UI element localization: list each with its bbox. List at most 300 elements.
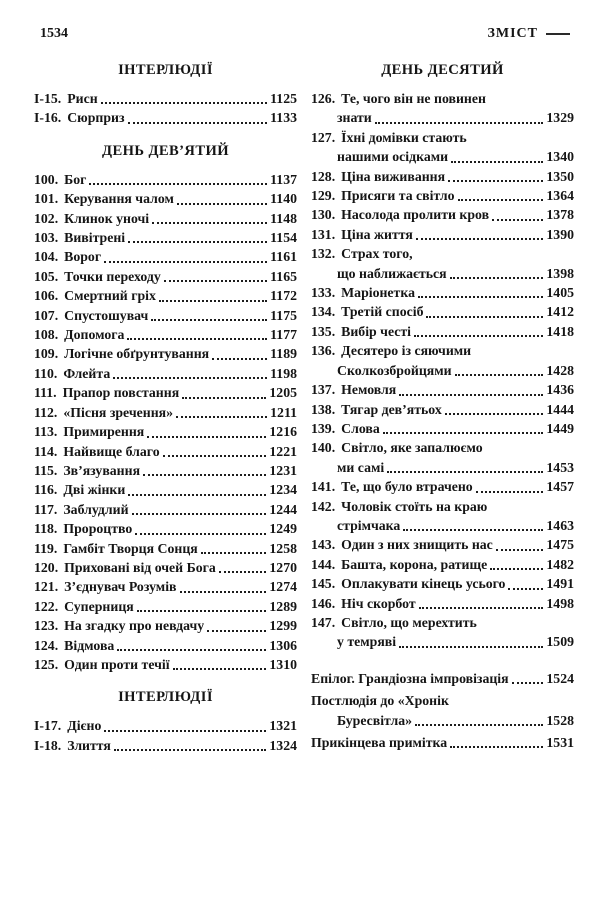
dot-leader [176, 416, 267, 418]
toc-entry [311, 669, 574, 688]
entry-title: Найвище благо [63, 443, 160, 459]
toc-entry [34, 209, 297, 228]
toc-entry-line [311, 400, 574, 419]
entry-title: Буресвітла» [337, 712, 413, 728]
entry-title: Приховані від очей Бога [64, 559, 216, 575]
toc-entry [34, 736, 297, 755]
toc-entry [34, 558, 297, 577]
toc-entry [311, 302, 574, 321]
dot-leader [383, 432, 544, 434]
entry-title: Точки переходу [64, 268, 161, 284]
entry-page: 1463 [546, 517, 574, 533]
entry-page: 1133 [270, 110, 297, 126]
toc-entry-line [34, 716, 297, 735]
toc-entry-line [311, 691, 574, 710]
entry-number: 110. [34, 365, 58, 381]
toc-entry-line [311, 516, 574, 535]
running-title-text: ЗМІСТ [487, 26, 538, 41]
dot-leader [450, 277, 544, 279]
section-heading: ІНТЕРЛЮДІЇ [118, 689, 213, 706]
toc-entry-line [34, 286, 297, 305]
header-rule [546, 33, 570, 35]
toc-entry [34, 403, 297, 422]
entry-page: 1340 [546, 149, 574, 165]
entry-title: Гамбіт Творця Сонця [63, 540, 198, 556]
entry-page: 1418 [546, 323, 574, 339]
entry-page: 1299 [269, 618, 297, 634]
entry-number: 121. [34, 579, 59, 595]
entry-title: Башта, корона, ратище [341, 556, 488, 572]
toc-columns [34, 62, 574, 755]
entry-number: 146. [311, 595, 336, 611]
entry-number: 126. [311, 91, 336, 106]
toc-block [311, 62, 574, 652]
toc-entry-line [34, 480, 297, 499]
toc-entry [311, 535, 574, 554]
toc-entry-line [311, 535, 574, 554]
entry-number: 122. [34, 598, 59, 614]
entry-title: Насолода пролити кров [341, 207, 490, 223]
toc-entry-line [311, 438, 574, 457]
toc-entry [311, 613, 574, 652]
entry-title: Ціна життя [341, 226, 413, 242]
dot-leader [151, 319, 267, 321]
entry-title: Дієно [67, 718, 102, 734]
entry-title: Оплакувати кінець усього [341, 576, 506, 592]
entry-page: 1165 [270, 268, 297, 284]
entry-page: 1211 [270, 404, 297, 420]
toc-entry [311, 322, 574, 341]
entry-number: 136. [311, 343, 336, 359]
toc-entry [34, 247, 297, 266]
entry-page: 1378 [546, 207, 574, 223]
toc-entry-line [311, 128, 574, 147]
dot-leader [113, 377, 267, 379]
toc-block [34, 689, 297, 755]
toc-block [34, 62, 297, 128]
entry-page: 1216 [269, 424, 297, 440]
entry-title: Те, чого він не повинен [341, 91, 486, 106]
dot-leader [418, 296, 543, 298]
toc-entry [34, 461, 297, 480]
entry-page: 1175 [270, 307, 297, 323]
toc-entry-line [34, 597, 297, 616]
toc-block [311, 669, 574, 753]
entry-title: Вивітрені [64, 230, 126, 246]
dot-leader [135, 533, 266, 535]
dot-leader [512, 682, 544, 684]
entry-number: 131. [311, 226, 336, 242]
toc-entry [34, 716, 297, 735]
dot-leader [414, 335, 543, 337]
toc-entry [311, 497, 574, 536]
entry-title: стрімчака [337, 517, 401, 533]
dot-leader [492, 219, 543, 221]
entry-page: 1244 [269, 501, 297, 517]
dot-leader [132, 513, 267, 515]
dot-leader [490, 568, 543, 570]
dot-leader [143, 474, 266, 476]
toc-entry-line [34, 325, 297, 344]
entry-number: 128. [311, 168, 336, 184]
entry-number: 103. [34, 230, 59, 246]
entry-page: 1436 [546, 382, 574, 398]
toc-entry-line [34, 306, 297, 325]
dot-leader [89, 183, 267, 185]
entry-page: 1390 [546, 226, 574, 242]
toc-entry-line [311, 458, 574, 477]
entry-page: 1306 [269, 637, 297, 653]
entry-number: 137. [311, 382, 336, 398]
toc-entry [34, 422, 297, 441]
entry-title: Немовля [341, 382, 397, 398]
entry-number: 134. [311, 304, 336, 320]
entry-title: Дві жінки [63, 482, 126, 498]
dot-leader [159, 300, 267, 302]
entry-page: 1274 [269, 579, 297, 595]
entry-title: Присяги та світло [341, 188, 455, 204]
toc-entry-line [34, 422, 297, 441]
toc-entry-line [34, 519, 297, 538]
toc-entry-line [34, 189, 297, 208]
toc-entry-line [311, 167, 574, 186]
toc-entry [311, 574, 574, 593]
entry-title: Ціна виживання [341, 168, 446, 184]
entry-title: Тягар дев’ятьох [341, 401, 442, 417]
toc-entry-line [34, 170, 297, 189]
entry-page: 1321 [269, 718, 297, 734]
entry-page: 1398 [546, 265, 574, 281]
toc-entry-line [34, 383, 297, 402]
dot-leader [219, 571, 267, 573]
entry-title: знати [337, 110, 372, 126]
entry-number: 144. [311, 556, 336, 572]
toc-entry [34, 306, 297, 325]
toc-entry [311, 594, 574, 613]
entry-page: 1154 [270, 230, 297, 246]
toc-block [34, 143, 297, 675]
toc-entry [311, 733, 574, 752]
dot-leader [177, 203, 267, 205]
toc-entry [311, 477, 574, 496]
dot-leader [455, 374, 544, 376]
entry-title: Сколкозбройцями [337, 362, 452, 378]
toc-entry-line [34, 364, 297, 383]
entry-number: І-17. [34, 718, 62, 734]
entry-title: На згадку про невдачу [64, 618, 205, 634]
entry-page: 1457 [546, 479, 574, 495]
toc-entry [34, 108, 297, 127]
entry-number: 129. [311, 188, 336, 204]
entry-page: 1324 [269, 737, 297, 753]
running-title [488, 26, 571, 42]
entry-page: 1453 [546, 459, 574, 475]
dot-leader [207, 630, 266, 632]
entry-number: 108. [34, 327, 59, 343]
toc-entry-line [311, 322, 574, 341]
toc-entry [311, 341, 574, 380]
toc-entry-line [311, 302, 574, 321]
toc-entry [311, 244, 574, 283]
dot-leader [496, 549, 544, 551]
entry-page: 1482 [546, 556, 574, 572]
toc-entry [311, 438, 574, 477]
entry-number: 120. [34, 559, 59, 575]
dot-leader [476, 491, 544, 493]
dot-leader [101, 102, 267, 104]
dot-leader [403, 529, 543, 531]
entry-page: 1221 [269, 443, 297, 459]
toc-entry [311, 89, 574, 128]
toc-entry-line [311, 205, 574, 224]
toc-entry [34, 189, 297, 208]
entry-page: 1310 [269, 656, 297, 672]
entry-page: 1249 [269, 521, 297, 537]
dot-leader [164, 280, 267, 282]
entry-title: Зв’язування [63, 462, 141, 478]
dot-leader [201, 552, 267, 554]
entry-page: 1449 [546, 420, 574, 436]
entry-page: 1329 [546, 110, 574, 126]
entry-title: Епілог. Грандіозна імпровізація [311, 670, 509, 686]
entry-page: 1528 [546, 712, 574, 728]
entry-page: 1137 [270, 171, 297, 187]
entry-page: 1172 [270, 288, 297, 304]
section-heading: ІНТЕРЛЮДІЇ [118, 62, 213, 78]
entry-title: Прикінцева примітка [311, 735, 448, 750]
toc-entry [34, 325, 297, 344]
entry-number: 145. [311, 576, 336, 592]
toc-entry-line [311, 361, 574, 380]
entry-page: 1405 [546, 285, 574, 301]
entry-title: Заблудлий [63, 501, 129, 517]
toc-entry-line [34, 247, 297, 266]
toc-entry-line [311, 225, 574, 244]
dot-leader [451, 161, 543, 163]
dot-leader [375, 122, 544, 124]
section-heading: ДЕНЬ ДЕСЯТИЙ [381, 62, 504, 78]
entry-number: 107. [34, 307, 59, 323]
dot-leader [508, 588, 543, 590]
toc-entry [34, 655, 297, 674]
dot-leader [212, 358, 267, 360]
toc-entry-line [311, 264, 574, 283]
entry-number: 104. [34, 249, 59, 265]
toc-entry [34, 539, 297, 558]
toc-entry-line [34, 655, 297, 674]
toc-entry [311, 419, 574, 438]
dot-leader [127, 338, 267, 340]
toc-entry-line [34, 89, 297, 108]
entry-page: 1444 [546, 401, 574, 417]
entry-number: 114. [34, 443, 58, 459]
toc-entry-line [34, 736, 297, 755]
entry-number: 112. [34, 404, 58, 420]
toc-entry-line [311, 477, 574, 496]
dot-leader [419, 607, 544, 609]
toc-entry [311, 225, 574, 244]
entry-title: Десятеро із сяючими [341, 343, 472, 359]
entry-page: 1205 [269, 385, 297, 401]
toc-entry [34, 616, 297, 635]
toc-entry-line [311, 244, 574, 263]
entry-number: 119. [34, 540, 58, 556]
entry-number: 105. [34, 268, 59, 284]
dot-leader [104, 261, 267, 263]
entry-page: 1524 [546, 670, 574, 686]
entry-number: 123. [34, 618, 59, 634]
dot-leader [450, 746, 543, 748]
entry-page: 1509 [546, 634, 574, 650]
toc-entry [34, 519, 297, 538]
toc-entry-line [311, 594, 574, 613]
dot-leader [399, 394, 543, 396]
entry-title: що наближається [337, 265, 447, 281]
entry-number: 143. [311, 537, 336, 553]
entry-title: Ніч скорбот [341, 595, 416, 611]
toc-entry-line [34, 558, 297, 577]
entry-title: Один проти течії [64, 656, 170, 672]
entry-page: 1125 [270, 91, 297, 106]
toc-entry-line [311, 733, 574, 752]
entry-number: 130. [311, 207, 336, 223]
toc-entry-line [34, 461, 297, 480]
toc-entry-line [34, 500, 297, 519]
toc-entry-line [311, 341, 574, 360]
toc-entry [311, 167, 574, 186]
entry-title: Рисн [67, 91, 98, 106]
toc-entry-line [311, 419, 574, 438]
toc-entry-line [311, 669, 574, 688]
entry-title: Допомога [64, 327, 125, 343]
dot-leader [445, 413, 544, 415]
entry-number: 106. [34, 288, 59, 304]
entry-title: Смертний гріх [64, 288, 156, 304]
toc-entry-line [311, 497, 574, 516]
toc-entry-line [311, 380, 574, 399]
entry-number: 133. [311, 285, 336, 301]
entry-title: Третій спосіб [341, 304, 424, 320]
entry-page: 1364 [546, 188, 574, 204]
entry-title: Спустошувач [64, 307, 149, 323]
entry-title: Прапор повстання [62, 385, 180, 401]
dot-leader [147, 436, 266, 438]
dot-leader [416, 238, 544, 240]
toc-entry [34, 364, 297, 383]
entry-title: ми самі [337, 459, 385, 475]
entry-title: Бог [64, 171, 87, 187]
toc-entry [34, 383, 297, 402]
dot-leader [426, 316, 543, 318]
entry-number: 118. [34, 521, 58, 537]
entry-number: І-15. [34, 91, 62, 106]
toc-entry [311, 691, 574, 730]
entry-number: 115. [34, 462, 58, 478]
entry-page: 1428 [546, 362, 574, 378]
entry-page: 1258 [269, 540, 297, 556]
dot-leader [104, 730, 266, 732]
section-heading: ДЕНЬ ДЕВ’ЯТИЙ [102, 142, 229, 159]
entry-title: Постлюдія до «Хронік [311, 693, 449, 709]
entry-title: Слова [341, 420, 380, 436]
dot-leader [117, 649, 266, 651]
entry-title: Ворог [64, 249, 102, 265]
entry-number: І-16. [34, 110, 62, 126]
toc-entry [34, 344, 297, 363]
entry-number: 117. [34, 501, 58, 517]
entry-title: Світло, що мерехтить [341, 614, 477, 630]
dot-leader [128, 241, 267, 243]
entry-page: 1498 [546, 595, 574, 611]
entry-page: 1231 [269, 462, 297, 478]
entry-title: Суперниця [64, 598, 134, 614]
dot-leader [180, 591, 267, 593]
toc-entry-line [34, 636, 297, 655]
entry-number: І-18. [34, 737, 62, 753]
folio-number: 1534 [40, 26, 68, 41]
entry-number: 102. [34, 210, 59, 226]
entry-title: Їхні домівки стають [341, 129, 467, 145]
entry-title: Керування чалом [64, 191, 174, 207]
toc-entry-line [311, 186, 574, 205]
entry-title: З’єднувач Розумів [64, 579, 177, 595]
entry-title: Маріонетка [341, 285, 415, 301]
toc-entry-line [34, 403, 297, 422]
toc-entry-line [311, 632, 574, 651]
dot-leader [173, 668, 267, 670]
page-header [34, 26, 574, 42]
dot-leader [163, 455, 267, 457]
entry-number: 116. [34, 482, 58, 498]
entry-number: 141. [311, 479, 336, 495]
entry-number: 113. [34, 424, 58, 440]
entry-number: 132. [311, 246, 336, 262]
entry-page: 1350 [546, 168, 574, 184]
entry-number: 140. [311, 440, 336, 456]
toc-entry-line [311, 574, 574, 593]
entry-title: нашими осідками [337, 149, 449, 165]
toc-entry-line [34, 228, 297, 247]
toc-entry-line [34, 616, 297, 635]
toc-entry [34, 442, 297, 461]
entry-title: Вибір честі [341, 323, 411, 339]
toc-entry [311, 205, 574, 224]
entry-number: 125. [34, 656, 59, 672]
toc-entry [34, 228, 297, 247]
entry-number: 109. [34, 346, 59, 362]
entry-title: Страх того, [341, 246, 413, 262]
dot-leader [387, 471, 543, 473]
toc-entry-line [311, 711, 574, 730]
toc-entry [34, 597, 297, 616]
dot-leader [114, 749, 267, 751]
entry-page: 1148 [270, 210, 297, 226]
toc-entry [34, 500, 297, 519]
entry-page: 1270 [269, 559, 297, 575]
toc-entry [34, 267, 297, 286]
toc-column-right [311, 62, 574, 755]
dot-leader [152, 222, 267, 224]
entry-page: 1140 [270, 191, 297, 207]
toc-entry-line [311, 89, 574, 108]
entry-page: 1289 [269, 598, 297, 614]
toc-entry [34, 480, 297, 499]
toc-entry-line [311, 555, 574, 574]
entry-title: Клинок уночі [64, 210, 150, 226]
entry-title: Чоловік стоїть на краю [341, 498, 488, 514]
toc-column-left [34, 62, 297, 755]
dot-leader [415, 724, 543, 726]
